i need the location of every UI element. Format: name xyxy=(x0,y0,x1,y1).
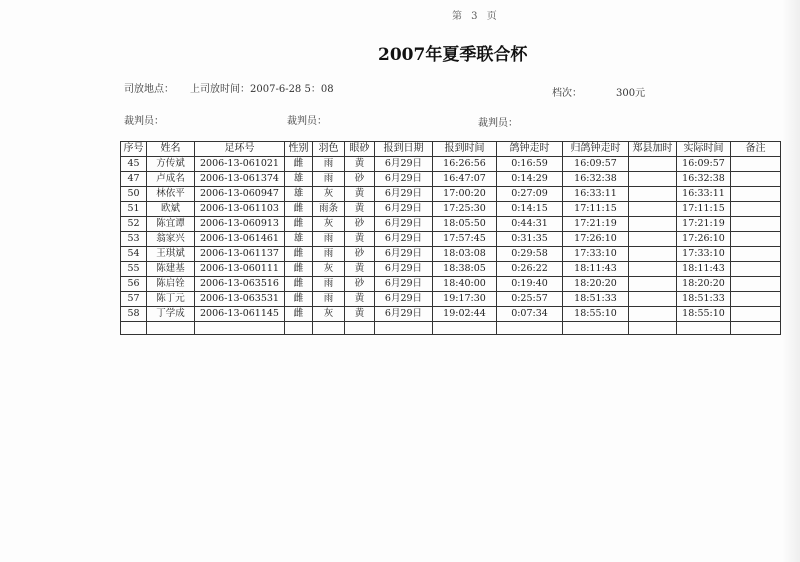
cell-empty xyxy=(629,322,677,335)
cell-ring: 2006-13-061374 xyxy=(195,172,285,187)
cell-return-clock: 17:33:10 xyxy=(563,247,629,262)
cell-color: 雨条 xyxy=(313,202,345,217)
cell-eye: 黄 xyxy=(345,157,375,172)
cell-eye: 黄 xyxy=(345,202,375,217)
cell-clock-drift: 0:29:58 xyxy=(497,247,563,262)
cell-clock-drift: 0:16:59 xyxy=(497,157,563,172)
cell-ring: 2006-13-061145 xyxy=(195,307,285,322)
cell-name: 林依平 xyxy=(147,187,195,202)
cell-actual-time: 18:11:43 xyxy=(677,262,731,277)
table-row xyxy=(121,292,781,307)
cell-empty xyxy=(147,322,195,335)
cell-extra-time xyxy=(629,202,677,217)
cell-report-time: 18:38:05 xyxy=(433,262,497,277)
cell-eye: 砂 xyxy=(345,217,375,232)
cell-remarks xyxy=(731,307,781,322)
results-body xyxy=(121,157,781,335)
cell-index: 51 xyxy=(121,202,147,217)
table-row xyxy=(121,202,781,217)
cell-report-date: 6月29日 xyxy=(375,172,433,187)
cell-ring: 2006-13-061461 xyxy=(195,232,285,247)
cell-color: 雨 xyxy=(313,172,345,187)
cell-report-time: 19:17:30 xyxy=(433,292,497,307)
cell-empty xyxy=(345,322,375,335)
cell-eye: 黄 xyxy=(345,232,375,247)
cell-report-date: 6月29日 xyxy=(375,187,433,202)
cell-sex: 雌 xyxy=(285,217,313,232)
cell-report-time: 17:00:20 xyxy=(433,187,497,202)
cell-empty xyxy=(313,322,345,335)
cell-clock-drift: 0:14:15 xyxy=(497,202,563,217)
header-sex: 性别 xyxy=(285,142,313,157)
cell-name: 卢成名 xyxy=(147,172,195,187)
cell-clock-drift: 0:19:40 xyxy=(497,277,563,292)
cell-return-clock: 18:51:33 xyxy=(563,292,629,307)
cell-remarks xyxy=(731,262,781,277)
cell-report-time: 18:05:50 xyxy=(433,217,497,232)
cell-report-time: 17:25:30 xyxy=(433,202,497,217)
table-row xyxy=(121,172,781,187)
cell-extra-time xyxy=(629,232,677,247)
cell-report-date: 6月29日 xyxy=(375,157,433,172)
cell-report-date: 6月29日 xyxy=(375,307,433,322)
table-row xyxy=(121,217,781,232)
cell-empty xyxy=(121,322,147,335)
cell-report-date: 6月29日 xyxy=(375,262,433,277)
cell-ring: 2006-13-061137 xyxy=(195,247,285,262)
cell-extra-time xyxy=(629,247,677,262)
cell-name: 陈建基 xyxy=(147,262,195,277)
release-time-value: 2007-6-28 5：08 xyxy=(250,84,334,95)
cell-actual-time: 17:21:19 xyxy=(677,217,731,232)
table-row xyxy=(121,187,781,202)
cell-return-clock: 16:32:38 xyxy=(563,172,629,187)
cell-index: 50 xyxy=(121,187,147,202)
cell-index: 53 xyxy=(121,232,147,247)
header-actual-time: 实际时间 xyxy=(677,142,731,157)
cell-ring: 2006-13-060947 xyxy=(195,187,285,202)
cell-return-clock: 16:33:11 xyxy=(563,187,629,202)
header-extra-time: 郑县加时 xyxy=(629,142,677,157)
cell-eye: 砂 xyxy=(345,277,375,292)
cell-clock-drift: 0:44:31 xyxy=(497,217,563,232)
cell-report-date: 6月29日 xyxy=(375,202,433,217)
cell-color: 雨 xyxy=(313,232,345,247)
cell-actual-time: 17:26:10 xyxy=(677,232,731,247)
cell-empty xyxy=(497,322,563,335)
header-clock-drift: 鸽钟走时 xyxy=(497,142,563,157)
header-return-clock: 归鸽钟走时 xyxy=(563,142,629,157)
cell-ring: 2006-13-060913 xyxy=(195,217,285,232)
cell-sex: 雌 xyxy=(285,292,313,307)
cell-extra-time xyxy=(629,277,677,292)
cell-report-time: 17:57:45 xyxy=(433,232,497,247)
cell-extra-time xyxy=(629,187,677,202)
cell-extra-time xyxy=(629,262,677,277)
cell-clock-drift: 0:27:09 xyxy=(497,187,563,202)
cell-clock-drift: 0:14:29 xyxy=(497,172,563,187)
cell-actual-time: 16:33:11 xyxy=(677,187,731,202)
cell-actual-time: 18:55:10 xyxy=(677,307,731,322)
cell-color: 雨 xyxy=(313,277,345,292)
header-report-time: 报到时间 xyxy=(433,142,497,157)
cell-sex: 雄 xyxy=(285,172,313,187)
cell-color: 灰 xyxy=(313,217,345,232)
header-index: 序号 xyxy=(121,142,147,157)
cell-extra-time xyxy=(629,292,677,307)
cell-empty xyxy=(677,322,731,335)
cell-actual-time: 17:33:10 xyxy=(677,247,731,262)
cell-sex: 雌 xyxy=(285,262,313,277)
cell-color: 灰 xyxy=(313,262,345,277)
cell-eye: 黄 xyxy=(345,262,375,277)
cell-color: 灰 xyxy=(313,187,345,202)
cell-index: 54 xyxy=(121,247,147,262)
cell-report-date: 6月29日 xyxy=(375,217,433,232)
table-row-empty xyxy=(121,322,781,335)
cell-return-clock: 18:20:20 xyxy=(563,277,629,292)
cell-name: 欧斌 xyxy=(147,202,195,217)
cell-eye: 黄 xyxy=(345,307,375,322)
cell-return-clock: 18:11:43 xyxy=(563,262,629,277)
referee-label-1: 裁判员： xyxy=(124,116,164,127)
cell-index: 57 xyxy=(121,292,147,307)
cell-remarks xyxy=(731,157,781,172)
cell-index: 56 xyxy=(121,277,147,292)
cell-clock-drift: 0:07:34 xyxy=(497,307,563,322)
cell-empty xyxy=(563,322,629,335)
cell-return-clock: 17:26:10 xyxy=(563,232,629,247)
cell-index: 45 xyxy=(121,157,147,172)
cell-report-time: 19:02:44 xyxy=(433,307,497,322)
cell-sex: 雌 xyxy=(285,247,313,262)
cell-remarks xyxy=(731,172,781,187)
cell-ring: 2006-13-061103 xyxy=(195,202,285,217)
cell-extra-time xyxy=(629,172,677,187)
header-color: 羽色 xyxy=(313,142,345,157)
tier-label: 档次： xyxy=(552,88,582,99)
cell-ring: 2006-13-060111 xyxy=(195,262,285,277)
cell-sex: 雌 xyxy=(285,277,313,292)
cell-actual-time: 16:32:38 xyxy=(677,172,731,187)
page-number: 第 3 页 xyxy=(452,11,500,22)
cell-remarks xyxy=(731,232,781,247)
cell-remarks xyxy=(731,292,781,307)
cell-return-clock: 16:09:57 xyxy=(563,157,629,172)
cell-report-date: 6月29日 xyxy=(375,277,433,292)
cell-index: 58 xyxy=(121,307,147,322)
cell-report-date: 6月29日 xyxy=(375,232,433,247)
table-row xyxy=(121,247,781,262)
cell-actual-time: 18:51:33 xyxy=(677,292,731,307)
release-place-label: 司放地点： xyxy=(124,84,174,95)
cell-clock-drift: 0:31:35 xyxy=(497,232,563,247)
cell-sex: 雌 xyxy=(285,202,313,217)
cell-eye: 黄 xyxy=(345,292,375,307)
cell-actual-time: 18:20:20 xyxy=(677,277,731,292)
cell-name: 方传斌 xyxy=(147,157,195,172)
cell-color: 雨 xyxy=(313,292,345,307)
cell-eye: 砂 xyxy=(345,247,375,262)
cell-report-time: 16:47:07 xyxy=(433,172,497,187)
cell-extra-time xyxy=(629,217,677,232)
cell-remarks xyxy=(731,187,781,202)
cell-clock-drift: 0:25:57 xyxy=(497,292,563,307)
cell-color: 雨 xyxy=(313,247,345,262)
page-edge-shadow xyxy=(782,0,800,562)
cell-empty xyxy=(433,322,497,335)
cell-name: 陈丁元 xyxy=(147,292,195,307)
cell-return-clock: 17:21:19 xyxy=(563,217,629,232)
cell-name: 丁学成 xyxy=(147,307,195,322)
cell-index: 52 xyxy=(121,217,147,232)
cell-sex: 雄 xyxy=(285,187,313,202)
document-title: 2007年夏季联合杯 xyxy=(378,45,528,65)
referee-label-3: 裁判员： xyxy=(478,118,518,129)
tier-value: 300元 xyxy=(616,88,646,99)
table-row xyxy=(121,157,781,172)
cell-actual-time: 17:11:15 xyxy=(677,202,731,217)
table-header-row xyxy=(121,142,781,157)
header-report-date: 报到日期 xyxy=(375,142,433,157)
cell-sex: 雌 xyxy=(285,307,313,322)
cell-report-time: 18:40:00 xyxy=(433,277,497,292)
cell-extra-time xyxy=(629,157,677,172)
cell-name: 翁家兴 xyxy=(147,232,195,247)
header-eye: 眼砂 xyxy=(345,142,375,157)
table-row xyxy=(121,232,781,247)
cell-clock-drift: 0:26:22 xyxy=(497,262,563,277)
cell-eye: 砂 xyxy=(345,172,375,187)
cell-sex: 雌 xyxy=(285,157,313,172)
cell-report-time: 18:03:08 xyxy=(433,247,497,262)
cell-remarks xyxy=(731,202,781,217)
cell-return-clock: 17:11:15 xyxy=(563,202,629,217)
cell-empty xyxy=(195,322,285,335)
table-row xyxy=(121,277,781,292)
results-table xyxy=(120,141,781,335)
header-remarks: 备注 xyxy=(731,142,781,157)
cell-empty xyxy=(731,322,781,335)
cell-name: 陈宜谭 xyxy=(147,217,195,232)
release-time xyxy=(190,80,334,95)
cell-actual-time: 16:09:57 xyxy=(677,157,731,172)
cell-color: 雨 xyxy=(313,157,345,172)
cell-index: 47 xyxy=(121,172,147,187)
cell-empty xyxy=(375,322,433,335)
cell-extra-time xyxy=(629,307,677,322)
cell-remarks xyxy=(731,217,781,232)
cell-ring: 2006-13-063516 xyxy=(195,277,285,292)
cell-remarks xyxy=(731,247,781,262)
cell-ring: 2006-13-061021 xyxy=(195,157,285,172)
cell-ring: 2006-13-063531 xyxy=(195,292,285,307)
cell-remarks xyxy=(731,277,781,292)
header-name: 姓名 xyxy=(147,142,195,157)
cell-name: 王琪斌 xyxy=(147,247,195,262)
cell-eye: 黄 xyxy=(345,187,375,202)
cell-name: 陈启铨 xyxy=(147,277,195,292)
cell-empty xyxy=(285,322,313,335)
cell-index: 55 xyxy=(121,262,147,277)
cell-sex: 雄 xyxy=(285,232,313,247)
referee-label-2: 裁判员： xyxy=(287,116,327,127)
cell-report-date: 6月29日 xyxy=(375,292,433,307)
table-row xyxy=(121,262,781,277)
cell-report-time: 16:26:56 xyxy=(433,157,497,172)
cell-color: 灰 xyxy=(313,307,345,322)
table-row xyxy=(121,307,781,322)
release-time-label: 上司放时间： xyxy=(190,84,250,95)
cell-return-clock: 18:55:10 xyxy=(563,307,629,322)
header-ring: 足环号 xyxy=(195,142,285,157)
cell-report-date: 6月29日 xyxy=(375,247,433,262)
